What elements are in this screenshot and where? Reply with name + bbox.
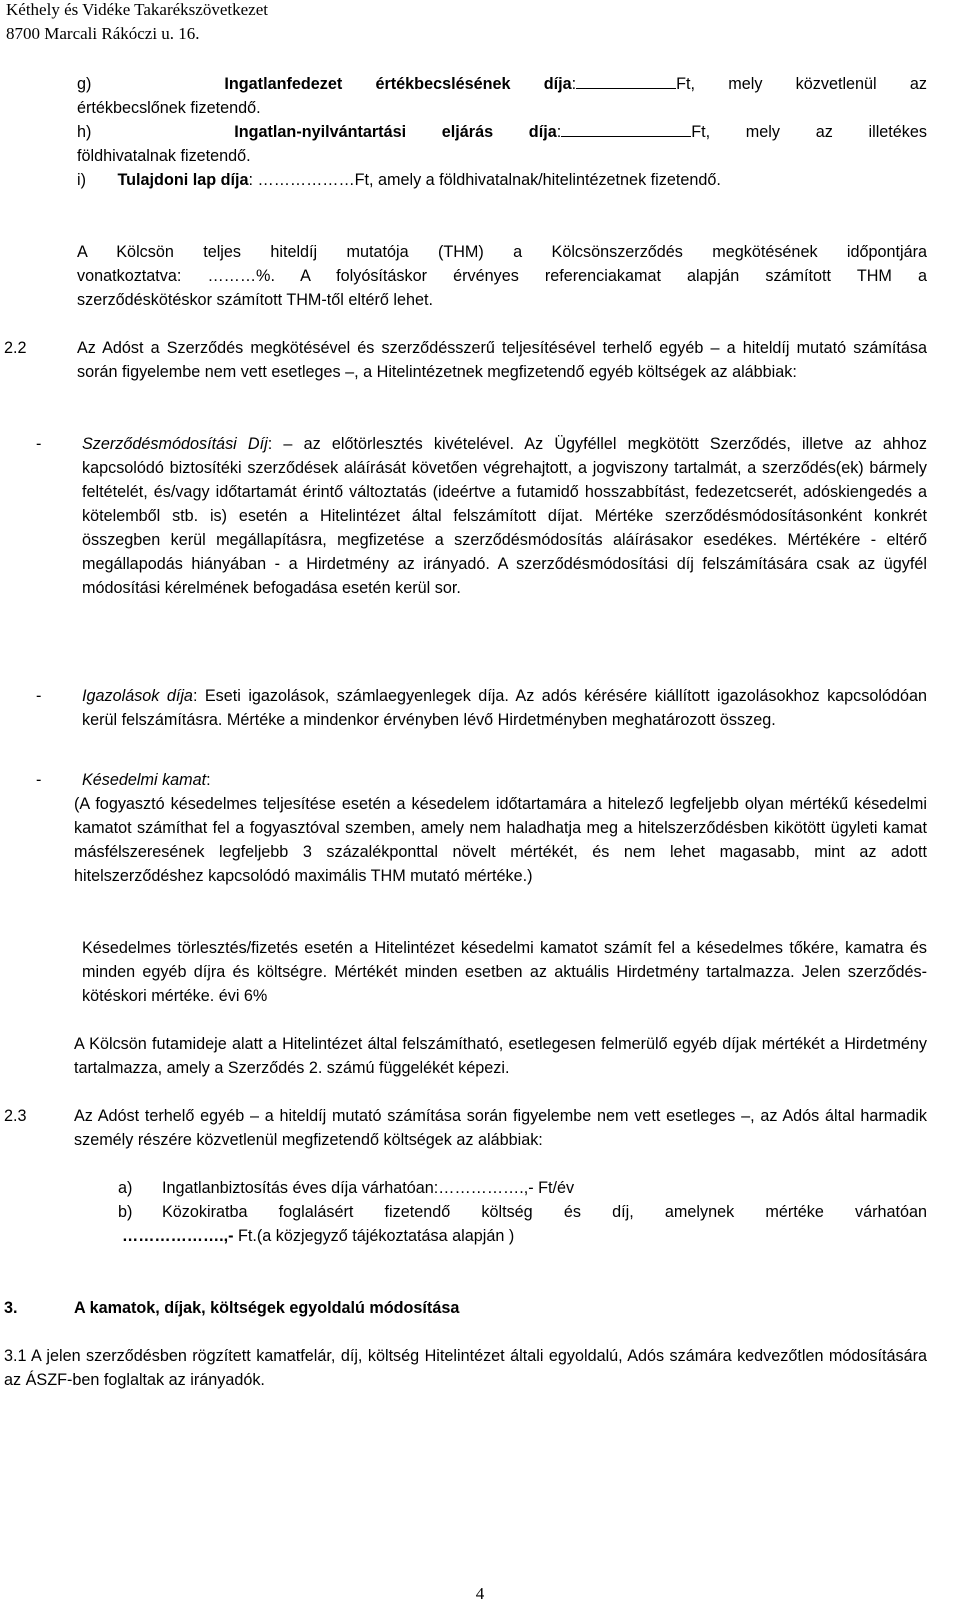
section-2-2-number: 2.2 bbox=[4, 339, 27, 357]
bullet-dash: - bbox=[36, 687, 42, 705]
section-3-number: 3. bbox=[4, 1299, 18, 1317]
item-h-label: h) bbox=[77, 123, 92, 141]
thm-line2-post: %. A folyósításkor érvényes referenciakamat alapján számított THM a bbox=[256, 267, 927, 285]
section-3-title: A kamatok, díjak, költségek egyoldalú módosítása bbox=[74, 1299, 460, 1317]
item-g-line1 bbox=[77, 72, 927, 96]
bullet-modification-term: Szerződésmódosítási Díj bbox=[82, 435, 268, 453]
item-i-colon: : bbox=[248, 171, 258, 189]
item-h-line1 bbox=[77, 120, 927, 144]
item-i-title: Tulajdoni lap díja bbox=[117, 171, 249, 189]
item-a-text: Ingatlanbiztosítás éves díja várhatóan:…………….,- Ft/év bbox=[162, 1179, 575, 1197]
late-interest-paragraph-2: Késedelmes törlesztés/fizetés esetén a Hitelintézet késedelmi kamatot számít fel a késedelmes tőkére, kamatra és minden egyéb díjra és költségre. Mértékét minden esetben az aktuális Hirdetmény tartalmazza. Jelen szerződés-kötéskori mértéke. évi 6% bbox=[82, 939, 927, 1005]
thm-line3: szerződéskötéskor számított THM-től eltérő lehet. bbox=[77, 291, 433, 309]
item-g-rest: Ft, mely közvetlenül az bbox=[676, 75, 927, 93]
item-i-line bbox=[77, 168, 721, 192]
bullet-certificate-colon: : bbox=[192, 687, 198, 705]
bullet-modification-colon: : bbox=[267, 435, 273, 453]
section-3-1-text: 3.1 A jelen szerződésben rögzített kamatfelár, díj, költség Hitelintézet általi egyoldalú, Adós számára kedvezőtlen módosítására az ÁSZF-ben foglaltak az irányadók. bbox=[4, 1347, 927, 1389]
section-2-3-text: Az Adóst terhelő egyéb – a hiteldíj mutató számítása során figyelembe nem vett esetleges –, az Adós által harmadik személy részére közvetlenül megfizetendő költségek az alábbiak: bbox=[74, 1107, 927, 1149]
item-h-colon: : bbox=[556, 123, 562, 141]
section-2-3-number: 2.3 bbox=[4, 1107, 27, 1125]
item-g-blank-line bbox=[576, 73, 676, 89]
item-g-title: Ingatlanfedezet értékbecslésének díja bbox=[224, 75, 572, 93]
item-g-line2: értékbecslőnek fizetendő. bbox=[77, 99, 261, 117]
thm-line2 bbox=[77, 264, 927, 288]
item-h-rest: Ft, mely az illetékes bbox=[691, 123, 927, 141]
thm-line1: A Kölcsön teljes hiteldíj mutatója (THM) a Kölcsönszerződés megkötésének időpontjára bbox=[77, 243, 927, 261]
item-b-text: Közokiratba foglalásért fizetendő költség és díj, amelynek mértéke várhatóan bbox=[162, 1203, 927, 1221]
item-g-label: g) bbox=[77, 75, 92, 93]
bullet-dash: - bbox=[36, 435, 42, 453]
item-g-colon: : bbox=[571, 75, 577, 93]
header-institution-name: Kéthely és Vidéke Takarékszövetkezet bbox=[6, 0, 268, 19]
header-address: 8700 Marcali Rákóczi u. 16. bbox=[6, 24, 200, 43]
thm-line2-pre: vonatkoztatva: bbox=[77, 267, 208, 285]
item-b-dots: ………………. bbox=[122, 1227, 224, 1245]
item-i-rest: Ft, amely a földhivatalnak/hitelintézetnek fizetendő. bbox=[354, 171, 721, 189]
bullet-modification-fee bbox=[82, 432, 927, 600]
thm-dots: ……… bbox=[207, 267, 257, 285]
item-i-dots: ……………… bbox=[257, 171, 355, 189]
bullet-dash: - bbox=[36, 771, 42, 789]
bullet-certificate-fee bbox=[82, 684, 927, 732]
item-b-tail: Ft.(a közjegyző tájékoztatása alapján ) bbox=[238, 1227, 515, 1245]
late-interest-paragraph-3: A Kölcsön futamideje alatt a Hitelintézet által felszámítható, esetlegesen felmerülő egyéb díjak mértékét a Hirdetmény tartalmazza, amely a Szerződés 2. számú függelékét képezi. bbox=[74, 1035, 927, 1077]
item-i-label: i) bbox=[77, 171, 86, 189]
bullet-late-interest-colon: : bbox=[206, 771, 211, 789]
bullet-modification-text: – az előtörlesztés kivételével. Az Ügyféllel megkötött Szerződés, illetve az ahhoz kapcsolódó biztosítéki szerződések aláírását követően végrehajtott, a jogviszony tartalmát, a szerződés(ek) bármely feltételét, és/vagy időtartamát érintő változtatás (ideértve a futamidő hosszabbítást, fedezetcserét, adóskiengedés a kötelemből stb. is) esetén a Hitelintézet által felszámított díjat. Mértéke szerződésmódosításonként konkrét összegben kerül megállapításra, megfizetése a szerződésmódosítás aláírásakor esedékes. Mértékére - eltérő megállapodás hiányában - a Hirdetmény az irányadó. A szerződésmódosítási díj felszámítására csak az ügyfél módosítási kérelmének befogadása esetén kerül sor. bbox=[82, 435, 927, 597]
page-number: 4 bbox=[475, 1584, 485, 1603]
late-interest-paragraph-1: (A fogyasztó késedelmes teljesítése esetén a késedelem időtartamára a hitelező legfeljebb olyan mértékű késedelmi kamatot számíthat fel a fogyasztóval szemben, amely nem haladhatja meg a hitelszerződésben kikötött ügyleti kamat másfélszeresének legfeljebb 3 százalékponttal növelt mértékét, és nem lehet magasabb, mint az adott hitelszerződéshez kapcsolódó maximális THM mutató mértéke.) bbox=[74, 795, 927, 885]
item-h-blank-line bbox=[561, 121, 691, 137]
item-b-label: b) bbox=[118, 1203, 133, 1221]
item-h-line2: földhivatalnak fizetendő. bbox=[77, 147, 251, 165]
item-a-label: a) bbox=[118, 1179, 133, 1197]
bullet-late-interest-term: Késedelmi kamat bbox=[82, 771, 207, 789]
bullet-certificate-text: Eseti igazolások, számlaegyenlegek díja. Az adós kérésére kiállított igazolásokhoz kapcsolódóan kerül felszámításra. Mértéke a mindenkor érvényben lévő Hirdetményben meghatározott összeg. bbox=[82, 687, 927, 729]
item-b-dots-suffix: ,- bbox=[223, 1227, 239, 1245]
bullet-late-interest-heading bbox=[82, 768, 211, 792]
section-2-2-text: Az Adóst a Szerződés megkötésével és szerződésszerű teljesítésével terhelő egyéb – a hiteldíj mutató számítása során figyelembe nem vett esetleges –, a Hitelintézetnek megfizetendő egyéb költségek az alábbiak: bbox=[77, 339, 927, 381]
item-h-title: Ingatlan-nyilvántartási eljárás díja bbox=[234, 123, 557, 141]
bullet-certificate-term: Igazolások díja bbox=[82, 687, 193, 705]
item-b-continuation bbox=[122, 1224, 514, 1248]
